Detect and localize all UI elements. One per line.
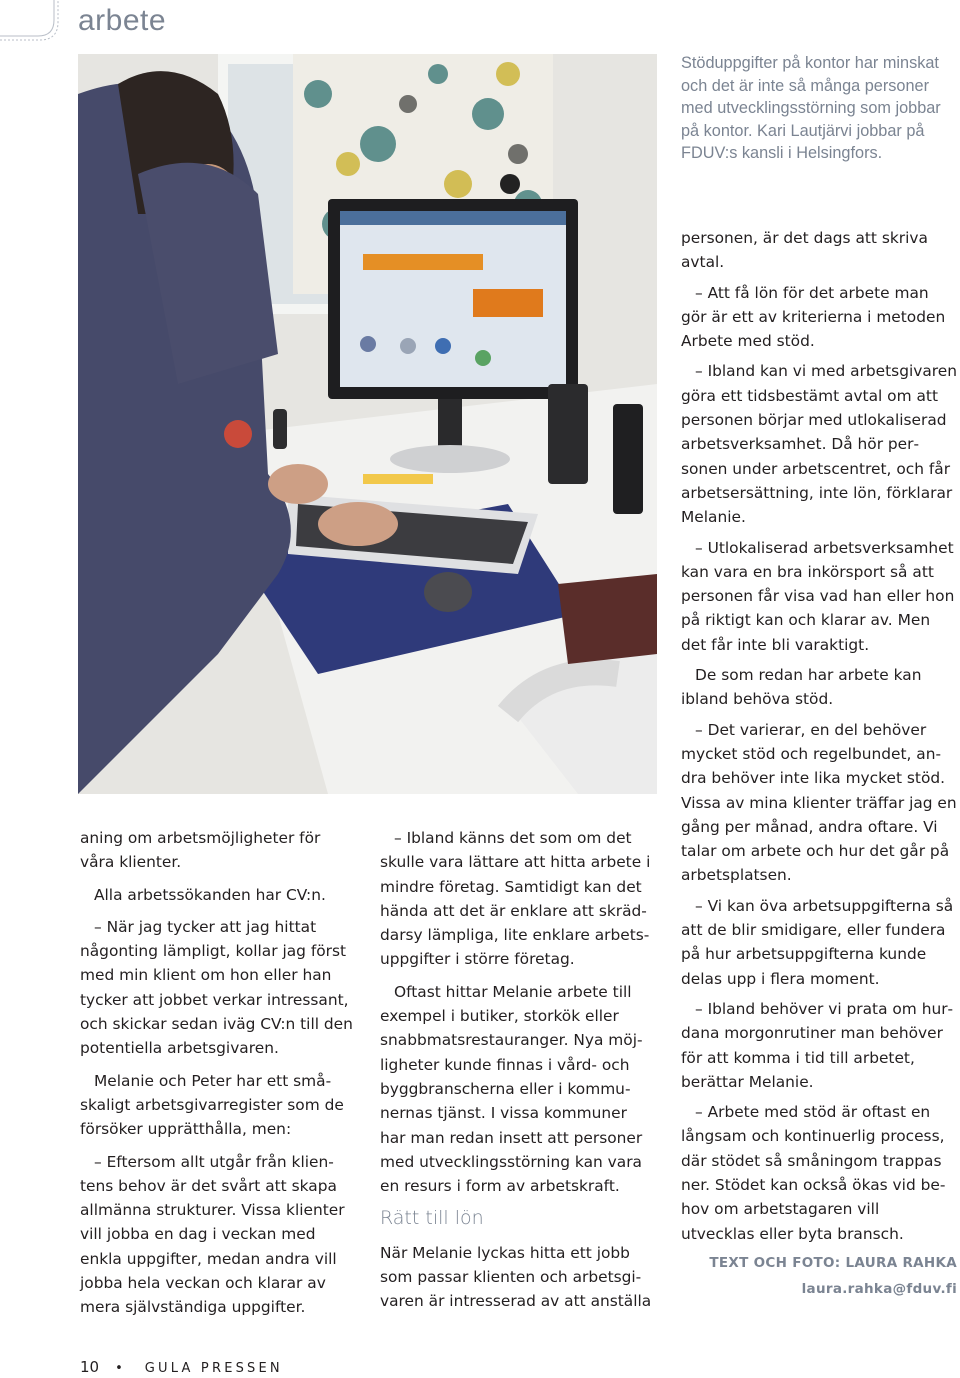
paragraph: Melanie och Peter har ett småskaligt arbetsgivarregister som de försöker upprätthålla, men:: [80, 1071, 344, 1139]
magazine-name: GULA PRESSEN: [144, 1361, 283, 1376]
page-footer: [80, 1358, 283, 1376]
paragraph: – Eftersom allt utgår från klientens behov är det svårt att skapa allmänna strukturer. Vissa klienter vill jobba en dag i veckan med enkla uppgifter, medan andra vill jobba hela veckan och klarar av mera självständiga uppgifter.: [80, 1152, 345, 1317]
paragraph: personen, är det dags att skriva avtal.: [681, 229, 928, 272]
office-photo: [78, 54, 657, 794]
subheading: Rätt till lön: [380, 1207, 484, 1230]
paragraph: aning om arbetsmöjligheter för våra klienter.: [80, 829, 321, 872]
paragraph: – Ibland behöver vi prata om hurdana morgonrutiner man behöver för att komma i tid till arbetet, berättar Melanie.: [681, 999, 954, 1091]
author-email: laura.rahka@fduv.fi: [801, 1280, 957, 1297]
paragraph: Alla arbetssökanden har CV:n.: [94, 885, 326, 904]
paragraph: – Ibland känns det som om det skulle vara lättare att hitta arbete i mindre företag. Samtidigt kan det hända att det är enklare att skräddarsy lämpliga, lite enklare arbetsuppgifter i större företag.: [380, 829, 651, 969]
paragraph: – Det varierar, en del behöver mycket stöd och regelbundet, andra behöver inte lika mycket stöd. Vissa av mina klienter träffar jag en gång per månad, andra oftare. Vi talar om arbete och hur det går på arbetsplatsen.: [681, 720, 957, 885]
text-column-right: [681, 226, 957, 1300]
paragraph: – Arbete med stöd är oftast en långsam och kontinuerlig process, där stödet så småningom trappas ner. Stödet kan också ökas vid behov om arbetstagaren vill utvecklas eller byta bransch.: [681, 1103, 946, 1243]
paragraph: – När jag tycker att jag hittat någonting lämpligt, kollar jag först med min klient om hon eller han tycker att jobbet verkar intressant, och skickar sedan iväg CV:n till den potentiella arbetsgivaren.: [80, 917, 353, 1058]
paragraph: – Utlokaliserad arbetsverksamhet kan vara en bra inkörsport så att personen får visa vad han eller hon på riktigt kan och klarar av. Men det får inte bli varaktigt.: [681, 538, 955, 654]
byline: TEXT OCH FOTO: LAURA RAHKA: [709, 1254, 957, 1271]
paragraph: – Vi kan öva arbetsuppgifterna så att de blir smidigare, eller fundera på hur arbetsuppgifterna kunde delas upp i flera moment.: [681, 896, 954, 988]
corner-decoration: [0, 0, 60, 42]
text-column-middle: [380, 826, 656, 1322]
photo-caption: Stöduppgifter på kontor har minskat och det är inte så många personer med utvecklingsstörning som jobbar på kontor. Kari Lautjärvi jobbar på FDUV:s kansli i Helsingfors.: [681, 54, 941, 162]
section-title: arbete: [78, 4, 167, 37]
paragraph: De som redan har arbete kan ibland behöva stöd.: [681, 666, 922, 709]
paragraph: När Melanie lyckas hitta ett jobb som passar klienten och arbetsgivaren är intresserad av att anställa: [380, 1243, 652, 1311]
paragraph: Oftast hittar Melanie arbete till exempel i butiker, storkök eller snabbmatsrestauranger. Nya möjligheter kunde finnas i vård- och byggbranscherna eller i kommunernas tjänst. I vissa kommuner har man redan insett att personer med utvecklingsstörning kan vara en resurs i form av arbetskraft.: [380, 982, 643, 1196]
text-column-left: [80, 826, 358, 1328]
footer-separator: •: [115, 1361, 123, 1376]
paragraph: – Ibland kan vi med arbetsgivaren göra ett tidsbestämt avtal om att personen börjar med utlokaliserad arbetsverksamhet. Då hör personen under arbetscentret, och får arbetsersättning, inte lön, förklarar Melanie.: [681, 362, 957, 527]
paragraph: – Att få lön för det arbete man gör är ett av kriterierna i metoden Arbete med stöd.: [681, 283, 946, 351]
page-number: 10: [80, 1358, 100, 1376]
